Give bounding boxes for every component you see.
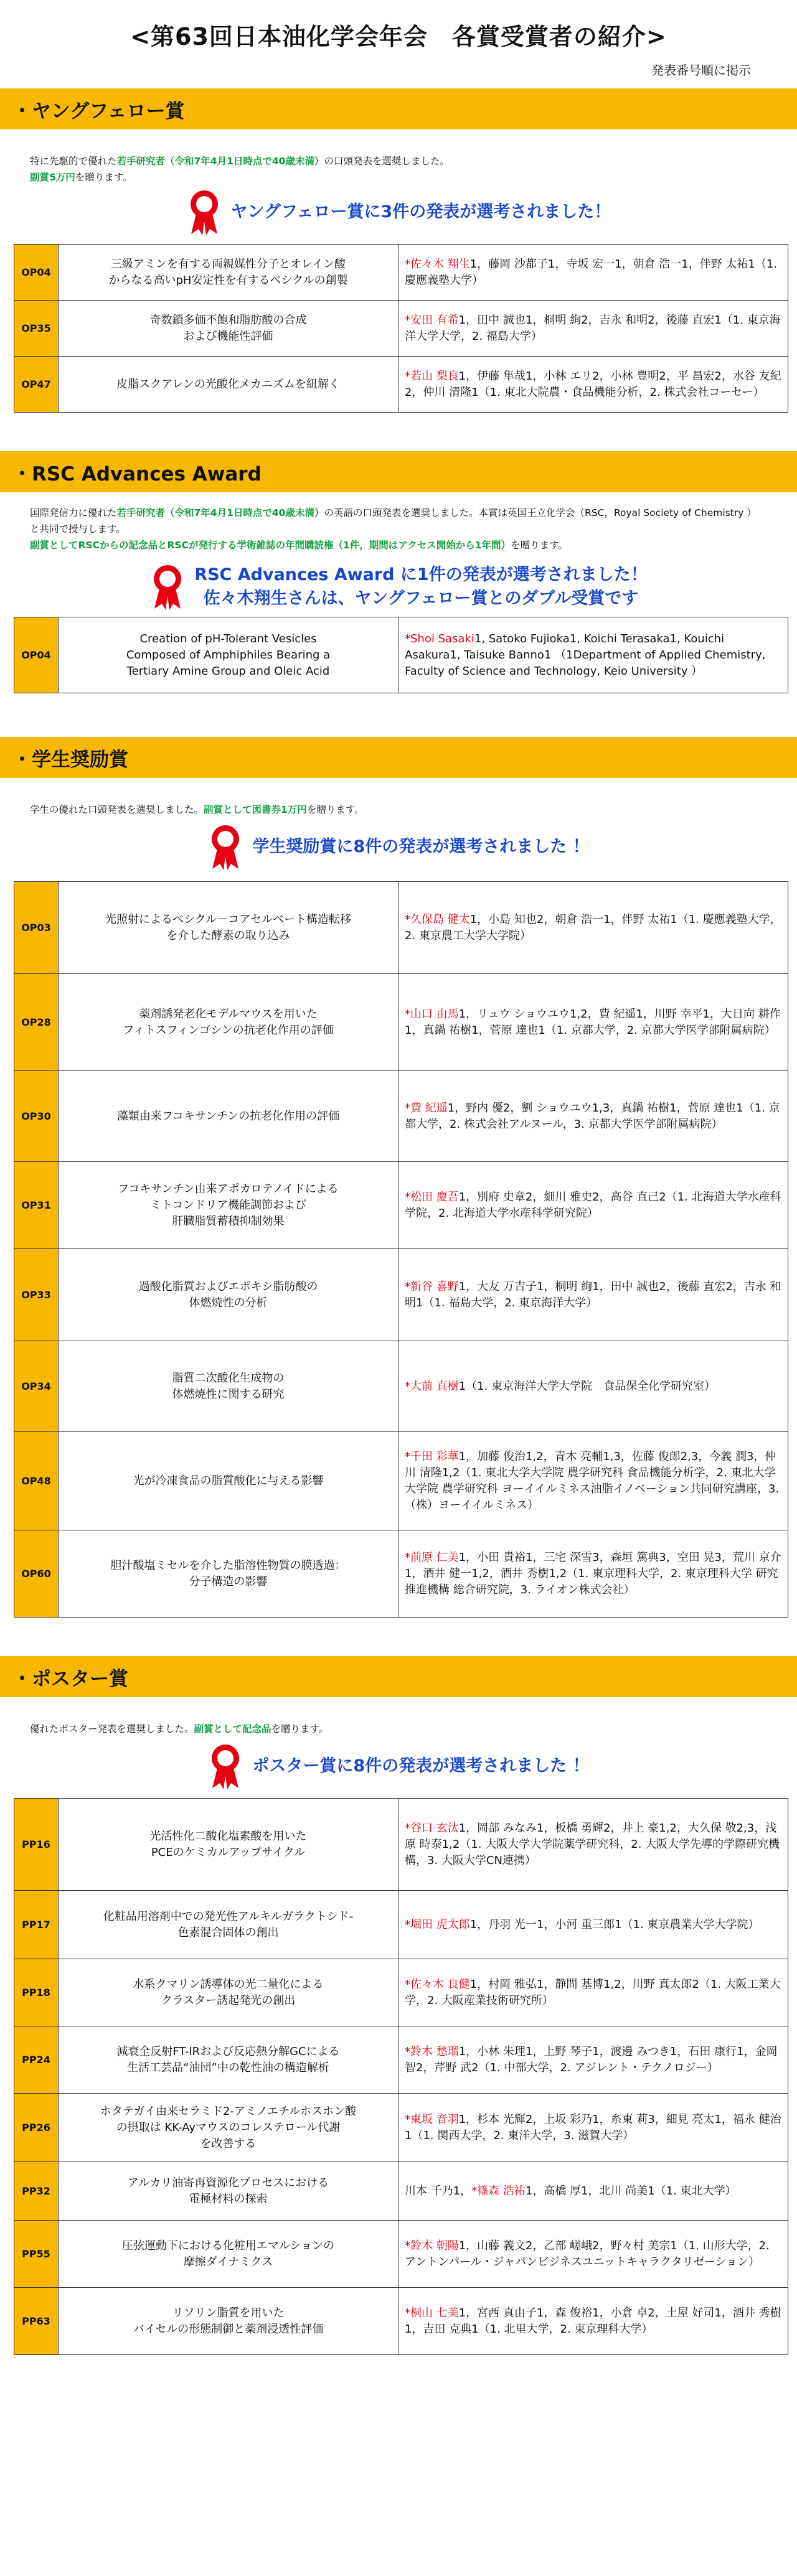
table-row <box>14 1799 788 1891</box>
title-line: Tertiary Amine Group and Oleic Acid <box>126 664 330 678</box>
desc-text: を贈ります。 <box>511 540 568 551</box>
title-line: 体燃焼性に関する研究 <box>172 1387 285 1401</box>
presentation-title <box>59 2026 398 2094</box>
presentation-code: PP26 <box>14 2094 59 2162</box>
presenter-name: *前原 仁美 <box>405 1550 459 1564</box>
award-table-poster <box>14 1798 788 2355</box>
presenter-name: *若山 梨良 <box>405 369 459 383</box>
title-line: フィトスフィンゴシンの抗老化作用の評価 <box>123 1023 334 1037</box>
table-row <box>14 1162 788 1249</box>
coauthors: 1，加藤 俊治1,2，青木 亮輔1,3，佐藤 俊郎2,3，今義 潤3，仲川 清隆1,2（1. 東北大学大学院 農学研究科 食品機能分析学，2. 東北大学大学院 農学研究科 ヨーイイルミネス油脂イノベーション共同研究講座，3. （株）ヨーイイルミネス） <box>405 1450 780 1512</box>
desc-text: 優れたポスター発表を選奨しました。 <box>30 1723 194 1735</box>
desc-highlight: 若手研究者（令和7年4月1日時点で40歳未満） <box>116 507 324 518</box>
title-line: 分子構造の影響 <box>189 1575 268 1588</box>
title-line: 三級アミンを有する両親媒性分子とオレイン酸 <box>110 257 346 271</box>
title-line: Creation of pH-Tolerant Vesicles <box>139 632 317 645</box>
title-line: の摂取は KK-Ayマウスのコレステロール代謝 <box>116 2120 341 2134</box>
authors <box>398 617 788 693</box>
authors <box>398 2162 788 2221</box>
desc-text: 国際発信力に優れた <box>30 507 117 518</box>
presentation-title <box>59 1162 398 1249</box>
coauthors: 1，小田 貴裕1，三宅 深雪3，森垣 篤典3，空田 晃3，荒川 京介1，酒井 健一1,2，酒井 秀樹1,2（1. 東京理科大学，2. 東京理科大学 研究推進機構 総合研究院，3. ライオン株式会社） <box>405 1550 781 1596</box>
title-line: 電極材料の探索 <box>189 2192 268 2206</box>
award-table-young-fellow <box>14 244 788 413</box>
title-line: 脂質二次酸化生成物の <box>172 1371 285 1385</box>
presenter-name: *久保島 健太 <box>405 912 470 926</box>
announcement <box>0 563 797 611</box>
desc-highlight: 若手研究者（令和7年4月1日時点で40歳未満） <box>116 156 324 167</box>
authors <box>398 1891 788 1959</box>
authors <box>398 1799 788 1891</box>
presentation-code: PP17 <box>14 1891 59 1959</box>
table-row <box>14 2094 788 2162</box>
award-table-student <box>14 881 788 1618</box>
presentation-code: PP24 <box>14 2026 59 2094</box>
presentation-code: OP47 <box>14 357 59 413</box>
desc-highlight: 副賞として記念品 <box>194 1723 271 1735</box>
presenter-name: *東坂 音羽 <box>405 2112 459 2126</box>
coauthors: 1，岡部 みなみ1，板橋 勇輝2，井上 豪1,2，大久保 敬2,3，浅原 時泰1,2（1. 大阪大学大学院薬学研究科，2. 大阪大学先導的学際研究機構，3. 大阪大学CN連携） <box>405 1821 780 1867</box>
coauthors: 1，丹羽 光一1，小河 重三郎1（1. 東京農業大学大学院） <box>469 1918 760 1931</box>
presenter-name: *Shoi Sasaki <box>405 632 474 645</box>
presentation-code: OP30 <box>14 1071 59 1162</box>
presenter-name: *堀田 虎太郎 <box>405 1918 470 1931</box>
presentation-title <box>59 617 398 693</box>
table-row <box>14 2288 788 2355</box>
title-line: 奇数鎖多価不飽和脂肪酸の合成 <box>149 313 307 327</box>
title-line: フコキサンチン由来アポカロテノイドによる <box>118 1182 339 1196</box>
presentation-code: OP03 <box>14 882 59 974</box>
presenter-name: *安田 有希 <box>405 313 459 327</box>
award-ribbon-icon <box>207 1743 243 1789</box>
authors <box>398 974 788 1071</box>
award-ribbon-icon <box>149 564 186 610</box>
desc-text: の口頭発表を選奨しました。 <box>324 156 450 167</box>
announcement <box>0 1743 797 1789</box>
presentation-code: PP32 <box>14 2162 59 2221</box>
presenter-name: *大前 直樹 <box>405 1379 459 1393</box>
presentation-title <box>59 1959 398 2026</box>
title-line: 肝臓脂質蓄積抑制効果 <box>172 1214 285 1228</box>
presenter-name: *桐山 七美 <box>405 2306 459 2320</box>
authors <box>398 1530 788 1618</box>
presentation-code: OP04 <box>14 245 59 301</box>
presenter-name: *新谷 喜野 <box>405 1280 459 1293</box>
presentation-title <box>59 1891 398 1959</box>
title-line: 減衰全反射FT-IRおよび反応熱分解GCによる <box>116 2044 340 2058</box>
title-line: 光照射によるベシクル－コアセルベート構造転移 <box>105 912 351 926</box>
presentation-title <box>59 357 398 413</box>
desc-highlight: 副賞として図書券1万円 <box>204 804 307 815</box>
table-row <box>14 1959 788 2026</box>
order-note: 発表番号順に掲示 <box>651 63 751 78</box>
presenter-name: *千田 彩華 <box>405 1450 459 1463</box>
title-line: 化粧品用溶剤中での発光性アルキルガラクトシド- <box>103 1909 354 1923</box>
title-line: を介した酵素の取り込み <box>166 929 290 942</box>
coauthors: 1，小島 知也2，朝倉 浩一1，伴野 太祐1（1. 慶應義塾大学，2. 東京農工大学大学院） <box>405 912 781 942</box>
authors <box>398 301 788 357</box>
table-row <box>14 1341 788 1432</box>
presentation-code: OP04 <box>14 617 59 693</box>
table-row <box>14 357 788 413</box>
authors <box>398 1162 788 1249</box>
presentation-title <box>59 974 398 1071</box>
coauthors: 1，野内 優2，劉 ショウユウ1,3，真鍋 祐樹1，菅原 達也1（1. 京都大学，2. 株式会社アルヌール，3. 京都大学医学部附属病院） <box>405 1101 780 1131</box>
presenter-name: *松田 慶吾 <box>405 1190 459 1204</box>
authors <box>398 1432 788 1530</box>
coauthors: 1，大友 万吉子1，桐明 絢1，田中 誠也2，後藤 直宏2，吉永 和明1（1. 福島大学，2. 東京海洋大学） <box>405 1280 781 1309</box>
presenter-name: *佐々木 良健 <box>405 1977 470 1991</box>
presenter-name: *山口 由馬 <box>405 1007 459 1021</box>
title-line: 藻類由来フコキサンチンの抗老化作用の評価 <box>116 1109 340 1123</box>
announce-text-double-award: 佐々木翔生さんは、ヤングフェロー賞とのダブル受賞です <box>203 589 639 608</box>
section-description <box>30 802 765 818</box>
title-line: 水系クマリン誘導体の光二量化による <box>133 1977 324 1991</box>
title-line: バイセルの形態制御と薬剤浸透性評価 <box>133 2322 324 2336</box>
presentation-code: OP33 <box>14 1249 59 1341</box>
title-line: 体燃焼性の分析 <box>189 1296 268 1309</box>
table-row <box>14 1071 788 1162</box>
presentation-title <box>59 1249 398 1341</box>
title-line: リソリン脂質を用いた <box>172 2306 285 2320</box>
presentation-code: PP18 <box>14 1959 59 2026</box>
coauthors: 1（1. 東京海洋大学大学院 食品保全化学研究室） <box>458 1379 716 1393</box>
coauthors: 1，リュウ ショウユウ1,2，費 紀遥1，川野 幸平1，大日向 耕作1，真鍋 祐樹1，菅原 達也1（1. 京都大学，2. 京都大学医学部附属病院） <box>405 1007 781 1037</box>
section-heading-rsc-advances: ・RSC Advances Award <box>0 451 797 492</box>
announcement <box>0 824 797 870</box>
presentation-code: PP63 <box>14 2288 59 2355</box>
title-line: PCEのケミカルアップサイクル <box>151 1845 306 1859</box>
presentation-title <box>59 1071 398 1162</box>
table-row <box>14 617 788 693</box>
authors <box>398 245 788 301</box>
authors <box>398 2026 788 2094</box>
title-line: 薬剤誘発老化モデルマウスを用いた <box>139 1007 318 1021</box>
coauthors: 1, Satoko Fujioka1, Koichi Terasaka1, Kouichi Asakura1, Taisuke Banno1 （1Department of Applied Chemistry, Faculty of Science and Technology, Keio University ） <box>405 632 766 678</box>
authors <box>398 1249 788 1341</box>
section-heading-young-fellow: ・ヤングフェロー賞 <box>0 88 797 129</box>
table-row <box>14 882 788 974</box>
section-description <box>30 505 765 553</box>
table-row <box>14 301 788 357</box>
presentation-code: OP31 <box>14 1162 59 1249</box>
presentation-title <box>59 301 398 357</box>
desc-text: 学生の優れた口頭発表を選奨しました。 <box>30 804 204 815</box>
title-line: 胆汁酸塩ミセルを介した脂溶性物質の膜透過： <box>110 1558 346 1572</box>
title-line: ミトコンドリア機能調節および <box>149 1198 307 1212</box>
presentation-title <box>59 1432 398 1530</box>
desc-highlight: 副賞としてRSCからの記念品とRSCが発行する学術雑誌の年間購読権（1件，期間はアクセス開始から1年間） <box>30 540 511 551</box>
coauthors: 1，村岡 雅弘1，静間 基博1,2，川野 真太郎2（1. 大阪工業大学，2. 大阪産業技術研究所） <box>405 1977 781 2007</box>
award-ribbon-icon <box>207 824 243 870</box>
presentation-code: OP48 <box>14 1432 59 1530</box>
title-line: 生活工芸品“油団”中の乾性油の構造解析 <box>127 2061 329 2074</box>
coauthors: 1，杉本 光輝2，上坂 彩乃1，糸東 莉3，細見 亮太1，福永 健治1（1. 関西大学，2. 東洋大学，3. 滋賀大学） <box>405 2112 781 2142</box>
authors <box>398 1071 788 1162</box>
coauthors: 1，藤岡 沙都子1，寺坂 宏一1，朝倉 浩一1，伴野 太祐1（1. 慶應義塾大学） <box>405 257 778 287</box>
presentation-code: OP35 <box>14 301 59 357</box>
desc-text: を贈ります。 <box>306 804 364 815</box>
coauthors: 1，別府 史章2，細川 雅史2，高谷 直己2（1. 北海道大学水産科学院，2. 北海道大学水産科学研究院） <box>405 1190 781 1220</box>
presentation-title <box>59 882 398 974</box>
title-line: からなる高いpH安定性を有するベシクルの創製 <box>108 273 348 287</box>
title-line: 摩擦ダイナミクス <box>183 2255 273 2269</box>
title-line: アルカリ油寄再資源化プロセスにおける <box>127 2176 329 2190</box>
authors <box>398 1959 788 2026</box>
table-row <box>14 1432 788 1530</box>
title-line: 過酸化脂質およびエポキシ脂肪酸の <box>138 1280 318 1293</box>
table-row <box>14 1530 788 1618</box>
desc-text: 特に先駆的で優れた <box>30 156 117 167</box>
coauthors: 1，高橋 厚1，北川 尚美1（1. 東北大学） <box>525 2184 737 2198</box>
desc-text: を贈ります。 <box>75 172 133 183</box>
presenter-name: *費 紀遥 <box>405 1101 448 1115</box>
award-table-rsc-advances <box>14 617 788 693</box>
coauthors: 1，伊藤 隼哉1，小林 エリ2，小林 豊明2，平 昌宏2，水谷 友紀2，仲川 清隆1（1. 東北大院農・食品機能分析，2. 株式会社コーセー） <box>405 369 781 399</box>
presenter-name: *谷口 玄汰 <box>405 1821 459 1835</box>
table-row <box>14 2162 788 2221</box>
section-description <box>30 1721 765 1737</box>
presentation-title <box>59 245 398 301</box>
presentation-title <box>59 1530 398 1618</box>
desc-text: を贈ります。 <box>271 1723 329 1735</box>
authors <box>398 357 788 413</box>
table-row <box>14 974 788 1071</box>
announce-text: 学生奨励賞に8件の発表が選考されました ！ <box>252 837 590 856</box>
authors <box>398 882 788 974</box>
section-heading-poster-award: ・ポスター賞 <box>0 1656 797 1697</box>
title-line: 皮脂スクアレンの光酸化メカニズムを紐解く <box>116 377 340 391</box>
table-row <box>14 2026 788 2094</box>
presenter-name: *佐々木 翔生 <box>405 257 470 271</box>
presentation-code: OP28 <box>14 974 59 1071</box>
announce-text: ポスター賞に8件の発表が選考されました ！ <box>252 1756 590 1776</box>
announcement <box>0 189 797 235</box>
table-row <box>14 2221 788 2288</box>
presentation-title <box>59 1341 398 1432</box>
title-line: 光が冷凍食品の脂質酸化に与える影響 <box>133 1474 324 1487</box>
presenter-name: *篠森 浩祐 <box>471 2184 526 2198</box>
presentation-code: PP16 <box>14 1799 59 1891</box>
presentation-title <box>59 2094 398 2162</box>
table-row <box>14 245 788 301</box>
authors <box>398 2094 788 2162</box>
presentation-title <box>59 2162 398 2221</box>
authors <box>398 2221 788 2288</box>
title-line: ホタテガイ由来セラミド2-アミノエチルホスホン酸 <box>100 2104 357 2118</box>
title-line: 光活性化二酸化塩素酸を用いた <box>149 1829 307 1843</box>
presentation-title <box>59 2288 398 2355</box>
authors <box>398 1341 788 1432</box>
presenter-name: *鈴木 朝陽 <box>405 2239 459 2252</box>
presentation-code: OP60 <box>14 1530 59 1618</box>
first-author: 川本 千乃1， <box>405 2184 472 2198</box>
announce-text: RSC Advances Award に1件の発表が選考されました！ <box>194 565 648 584</box>
desc-text: の英語の口頭発表を選奨しました。本賞は英国王立化学会（RSC，Royal Society of Chemistry ）と共同で授与します。 <box>30 507 757 535</box>
award-ribbon-icon <box>186 189 222 235</box>
announce-text: ヤングフェロー賞に3件の発表が選考されました！ <box>230 202 611 222</box>
authors <box>398 2288 788 2355</box>
coauthors: 1，小林 朱理1，上野 琴子1，渡邊 みつき1，石田 康行1，金岡 智2，芹野 武2（1. 中部大学，2. アジレント・テクノロジー） <box>405 2044 778 2074</box>
presenter-name: *鈴木 愁瑠 <box>405 2044 459 2058</box>
desc-highlight: 副賞5万円 <box>30 172 75 183</box>
table-row <box>14 1249 788 1341</box>
coauthors: 1，山藤 義文2，乙部 嵯峨2，野々村 美宗1（1. 山形大学，2. アントンパール・ジャパンビジネスユニットキャラクタリゼーション） <box>405 2239 770 2269</box>
coauthors: 1，田中 誠也1，桐明 絢2，吉永 和明2，後藤 直宏1（1. 東京海洋大学大学，2. 福島大学） <box>405 313 781 343</box>
section-description <box>30 153 765 185</box>
presentation-title <box>59 2221 398 2288</box>
page-title: <第63回日本油化学会年会 各賞受賞者の紹介> <box>130 23 667 50</box>
title-line: および機能性評価 <box>183 329 273 343</box>
presentation-code: OP34 <box>14 1341 59 1432</box>
presentation-title <box>59 1799 398 1891</box>
table-row <box>14 1891 788 1959</box>
title-line: Composed of Amphiphiles Bearing a <box>126 648 331 662</box>
title-line: を改善する <box>200 2137 257 2150</box>
coauthors: 1，宮西 真由子1，森 俊裕1，小倉 卓2，土屋 好司1，酒井 秀樹1，吉田 克典1（1. 北里大学，2. 東京理科大学） <box>405 2306 781 2336</box>
title-line: クラスター誘起発光の創出 <box>161 1993 296 2007</box>
title-line: 色素混合固体の創出 <box>177 1926 279 1939</box>
section-heading-student-award: ・学生奨励賞 <box>0 737 797 778</box>
title-line: 圧弦運動下における化粧用エマルションの <box>121 2239 335 2252</box>
presentation-code: PP55 <box>14 2221 59 2288</box>
